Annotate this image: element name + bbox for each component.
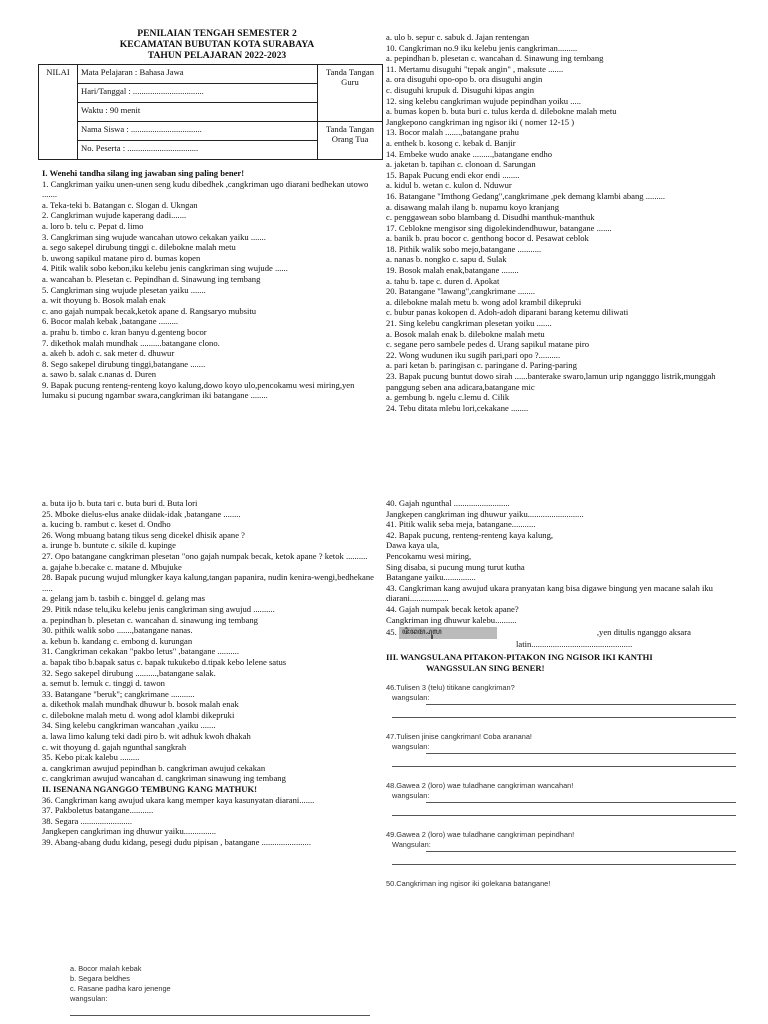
question-line: a. pari ketan b. paringisan c. paringane d. Paring-paring bbox=[386, 360, 577, 371]
question-line: 37. Pakboletus batangane........... bbox=[42, 805, 154, 816]
exam-year: TAHUN PELAJARAN 2022-2023 bbox=[147, 50, 287, 61]
question-line: a. tahu b. tape c. duren d. Apokat bbox=[386, 275, 500, 286]
name-row: Nama Siswa : ................................. bbox=[78, 122, 318, 141]
column-bottom-right bbox=[386, 498, 736, 650]
question-line: 13. Bocor malah .......,batangane prahu bbox=[386, 127, 519, 138]
question-line: 20. Batangane "lawang",cangkrimane ........ bbox=[386, 286, 536, 297]
question-line: 22. Wong wudunen iku sugih pari,pari opo ?.......... bbox=[386, 349, 561, 360]
essay-item bbox=[386, 781, 736, 816]
footer-option-a: a. Bocor malah kebak bbox=[70, 964, 142, 973]
column-top-left bbox=[42, 168, 382, 401]
question-line: 7. dikethok malah mundhak ..........batangane clono. bbox=[42, 337, 220, 348]
question-line: a. bumas kopen b. buta buri c. tulus kerda d. dilebokne malah metu bbox=[386, 106, 617, 117]
essay-item bbox=[386, 732, 736, 767]
subject-row: Mata Pelajaran : Bahasa Jawa bbox=[78, 65, 318, 84]
question-line: 16. Batangane "Imthong Gedang",cangkrimane ,pek demang klambi abang ......... bbox=[386, 190, 666, 201]
question-line: Pencokamu wesi miring, bbox=[386, 550, 472, 561]
question-line: a. cangkriman awujud pepindhan b. cangkriman awujud cekakan bbox=[42, 762, 266, 773]
question-line: 8. Sego sakepel dirubung tinggi,batangane ....... bbox=[42, 358, 206, 369]
question-line: a. ora disuguhi opo-opo b. ora disuguhi angin bbox=[386, 74, 543, 85]
question-line: c. dilebokne malah metu d. wong adol klambi dikepruki bbox=[42, 709, 235, 720]
question-line: b. uwong sapikul matane piro d. bumas kopen bbox=[42, 252, 201, 263]
question-line: 30. pithik walik sobo .......,batangane nanas. bbox=[42, 625, 193, 636]
question-line: 31. Cangkriman cekakan "pakbo letus" ,batangane .......... bbox=[42, 646, 239, 657]
essay-question: 50.Cangkriman ing ngisor iki golekana batangane! bbox=[386, 879, 551, 889]
essay-answer-label: wangsulan: bbox=[392, 791, 430, 801]
footer-answer-line bbox=[70, 1006, 370, 1016]
question-line: 3. Cangkriman sing wujude wancahan utowo cekakan yaiku ....... bbox=[42, 231, 266, 242]
question-line: 39. Abang-abang dudu kidang, pesegi dudu pipisan , batangane ....................... bbox=[42, 837, 311, 847]
question-line: 23. Bapak pucung buntut dowo sirah ......banterake swaro,lamun urip ngangggo listrik,munggah panggung seben ana adicara,batangane mic bbox=[386, 371, 716, 392]
question-line: a. irunge b. buntute c. sikile d. kupinge bbox=[42, 540, 176, 551]
question-line: a. prahu b. timbo c. kran banyu d.genteng bocor bbox=[42, 326, 207, 337]
essay-item bbox=[386, 879, 736, 889]
section-three-title: III. WANGSULANA PITAKON-PITAKON ING NGISOR IKI KANTHI bbox=[386, 652, 653, 662]
question-line: Jangkepono cangkriman ing ngisor iki ( nomer 12-15 ) bbox=[386, 116, 575, 127]
answer-line[interactable] bbox=[392, 806, 736, 816]
question-line: 42. Bapak pucung, renteng-renteng kaya kalung, bbox=[386, 529, 554, 540]
question-line: 25. Mboke dielus-elus anake diidak-idak ,batangane ........ bbox=[42, 508, 241, 519]
question-line: Sing disaba, si pucung mung turut kutha bbox=[386, 561, 525, 572]
question-line: 29. Pitik ndase telu,iku kelebu jenis cangkriman sing awujud .......... bbox=[42, 603, 275, 614]
parent-sign-cell: Tanda Tangan Orang Tua bbox=[318, 122, 383, 160]
question-line: a. pepindhan b. plesetan c. wancahan d. Sinawung ing tembang bbox=[386, 53, 604, 64]
question-line: a. sego sakepel dirubung tinggi c. dilebokne malah metu bbox=[42, 242, 236, 253]
question-line: a. wit thoyung b. Bosok malah enak bbox=[42, 295, 166, 306]
question-line: a. kidul b. wetan c. kulon d. Nduwur bbox=[386, 180, 512, 191]
section-title: II. ISENANA NGANGGO TEMBUNG KANG MATHUK! bbox=[42, 784, 258, 795]
answer-line[interactable] bbox=[392, 708, 736, 718]
footer-notes bbox=[70, 964, 370, 1017]
question-line: a. pepindhan b. plesetan c. wancahan d. sinawung ing tembang bbox=[42, 614, 258, 625]
javanese-script-box: ꦗꦶꦤꦩ꧀ꦥꦸꦭ bbox=[399, 627, 497, 639]
question-line: c. segane pero sambele pedes d. Urang sapikul matane piro bbox=[386, 339, 590, 350]
question-line: a. lawa limo kalung teki dadi piro b. wit adhuk kwoh dhakah bbox=[42, 731, 251, 742]
question-line: 5. Cangkriman sing wujude plesetan yaiku ....... bbox=[42, 284, 206, 295]
question-line: a. dikethok malah mundhak dhuwur b. bosok malah enak bbox=[42, 699, 239, 710]
teacher-sign-cell: Tanda Tangan Guru bbox=[318, 65, 383, 122]
question-line: a. sawo b. salak c.nanas d. Duren bbox=[42, 369, 157, 380]
question-line: Jangkepen cangkriman ing dhuwur yaiku............... bbox=[42, 826, 216, 837]
section-title: I. Wenehi tandha silang ing jawaban sing paling bener! bbox=[42, 168, 245, 178]
section-three bbox=[386, 652, 736, 889]
footer-option-b: b. Segara beldhes bbox=[70, 974, 130, 983]
essay-answer-label: wangsulan: bbox=[392, 693, 430, 703]
question-45-latin: latin............................................... bbox=[516, 639, 633, 650]
question-line: c. ano gajah numpak becak,ketok apane d. Rangsaryo mubsitu bbox=[42, 305, 257, 316]
question-line: a. enthek b. kosong c. kebak d. Banjir bbox=[386, 137, 516, 148]
question-line: 14. Embeke wudo anake .........,batangane endho bbox=[386, 148, 553, 159]
question-line: 4. Pitik walik sobo kebon,iku kelebu jenis cangkriman sing wujude ...... bbox=[42, 263, 288, 274]
question-line: Jangkepen cangkriman ing dhuwur yaiku.......................... bbox=[386, 508, 584, 519]
identity-table bbox=[38, 64, 383, 160]
question-line: Cangkriman ing dhuwur kalebu.......... bbox=[386, 614, 517, 625]
question-line: 40. Gajah ngunthal .......................... bbox=[386, 498, 510, 508]
question-line: 38. Segara ........................ bbox=[42, 815, 132, 826]
question-line: 19. Bosok malah enak,batangane ........ bbox=[386, 265, 519, 276]
question-line: a. buta ijo b. buta tari c. buta buri d. Buta lori bbox=[42, 498, 198, 508]
question-line: 18. Pithik walik sobo mejo,batangane ........... bbox=[386, 243, 542, 254]
column-top-right bbox=[386, 32, 736, 413]
question-line: 11. Mertamu disuguhi "tepak angin" , maksute ....... bbox=[386, 63, 564, 74]
essay-answer-label: wangsulan: bbox=[392, 742, 430, 752]
question-45-text: ,yen ditulis nganggo aksara bbox=[596, 627, 691, 638]
question-line: 44. Gajah numpak becak ketok apane? bbox=[386, 603, 519, 614]
question-45-number: 45. bbox=[386, 627, 399, 638]
question-line: a. nanas b. nongko c. sapu d. Sulak bbox=[386, 254, 507, 265]
question-line: 24. Tebu ditata mlebu lori,cekakane ........ bbox=[386, 402, 529, 413]
question-line: a. loro b. telu c. Pepat d. limo bbox=[42, 220, 144, 231]
question-line: 17. Ceblokne mengisor sing digolekindendhuwur, batangane ....... bbox=[386, 222, 612, 233]
question-line: c. cangkriman awujud wancahan d. cangkriman sinawung ing tembang bbox=[42, 773, 286, 784]
essay-item bbox=[386, 683, 736, 718]
question-line: c. wit thoyung d. gajah ngunthal sangkrah bbox=[42, 741, 187, 752]
section-three-title-cont: WANGSSULAN SING BENER! bbox=[426, 662, 545, 673]
question-line: c. bubur panas kokopen d. Adoh-adoh diparani barang ketemu diliwati bbox=[386, 307, 629, 318]
nilai-cell: NILAI bbox=[39, 65, 78, 160]
question-line: a. gembung b. ngelu c.lemu d. Cilik bbox=[386, 392, 510, 403]
time-row: Waktu : 90 menit bbox=[78, 103, 318, 122]
answer-line[interactable] bbox=[426, 744, 736, 754]
question-line: a. Teka-teki b. Batangan c. Slogan d. Ukngan bbox=[42, 199, 198, 210]
question-line: 21. Sing kelebu cangkriman plesetan yoiku ....... bbox=[386, 318, 552, 329]
essay-list bbox=[386, 683, 736, 889]
question-line: 35. Kebo pi:ak kalebu ......... bbox=[42, 752, 140, 763]
question-line: a. Bosok malah enak b. dilebokne malah metu bbox=[386, 328, 545, 339]
question-line: 12. sing kelebu cangkriman wujude pepindhan yoiku ..... bbox=[386, 95, 581, 106]
essay-question: 49.Gawea 2 (loro) wae tuladhane cangkriman pepindhan! bbox=[386, 830, 575, 840]
exam-region: KECAMATAN BUBUTAN KOTA SURABAYA bbox=[119, 39, 315, 50]
question-line: 34. Sing kelebu cangkriman wancahan ,yaiku ....... bbox=[42, 720, 216, 731]
question-line: a. jaketan b. tapihan c. clonoan d. Sarungan bbox=[386, 159, 536, 170]
footer-option-c: c. Rasane padha karo jenenge bbox=[70, 984, 171, 993]
question-line: 36. Cangkriman kang awujud ukara kang memper kaya kasunyatan diarani....... bbox=[42, 794, 315, 805]
question-line: 10. Cangkriman no.9 iku kelebu jenis cangkriman......... bbox=[386, 42, 578, 53]
essay-question: 46.Tulisen 3 (telu) titikane cangkriman? bbox=[386, 683, 515, 693]
essay-question: 47.Tulisen jinise cangkriman! Coba aranana! bbox=[386, 732, 532, 742]
question-line: 33. Batangane "beruk"; cangkrimane ........... bbox=[42, 688, 195, 699]
participant-row: No. Peserta : ................................. bbox=[78, 141, 318, 160]
column-bottom-left bbox=[42, 498, 382, 848]
question-line: 26. Wong mbuang batang tikus seng dicekel dhisik apane ? bbox=[42, 529, 245, 540]
footer-answer-label: wangsulan: bbox=[70, 994, 108, 1003]
question-45 bbox=[386, 627, 736, 639]
question-line: Batangane yaiku............... bbox=[386, 572, 476, 583]
question-line: 2. Cangkriman wujude kaperang dadi....... bbox=[42, 210, 187, 221]
question-line: a. gelang jam b. tasbih c. binggel d. gelang mas bbox=[42, 593, 206, 604]
question-line: 41. Pitik walik seba meja, batangane........... bbox=[386, 519, 536, 530]
essay-question: 48.Gawea 2 (loro) wae tuladhane cangkriman wancahan! bbox=[386, 781, 574, 791]
question-line: Dawa kaya ula, bbox=[386, 540, 440, 551]
question-line: 27. Opo batangane cangkriman plesetan "ono gajah numpak becak, ketok apane ? ketok .......... bbox=[42, 550, 368, 561]
answer-line[interactable] bbox=[392, 855, 736, 865]
question-line: a. semut b. lemuk c. tinggi d. tawon bbox=[42, 678, 165, 689]
question-line: a. kebun b. kandang c. embong d. kurungan bbox=[42, 635, 193, 646]
answer-line[interactable] bbox=[426, 793, 736, 803]
question-line: a. gajahe b.becake c. matane d. Mbujuke bbox=[42, 561, 182, 572]
question-line: 9. Bapak pucung renteng-renteng koyo kalung,dowo koyo ulo,pencokamu wesi miring,yen lumaku si pucung ngambar swara,cangkriman iki batangane ........ bbox=[42, 379, 355, 401]
answer-line[interactable] bbox=[426, 842, 736, 852]
question-line: 1. Cangkriman yaiku unen-unen seng kudu dibedhek ,cangkriman ugo diarani bedhekan utowo ....... bbox=[42, 178, 369, 200]
question-line: a. ulo b. sepur c. sabuk d. Jajan rentengan bbox=[386, 32, 530, 42]
question-line: a. kucing b. rambut c. keset d. Ondho bbox=[42, 519, 171, 530]
question-line: 15. Bapak Pucung endi ekor endi ........ bbox=[386, 169, 520, 180]
date-row: Hari/Tanggal : ................................. bbox=[78, 84, 318, 103]
question-line: a. akeh b. adoh c. sak meter d. dhuwur bbox=[42, 348, 175, 359]
question-line: a. banik b. prau bocor c. genthong bocor d. Pesawat ceblok bbox=[386, 233, 589, 244]
question-line: c. disuguhi krupuk d. Disuguhi kipas angin bbox=[386, 84, 534, 95]
question-line: 43. Cangkriman kang awujud ukara pranyatan kang bisa digawe bingung yen macane salah iku diarani.................. bbox=[386, 582, 713, 604]
question-line: c. penggawean sobo blambang d. Disudhi manthuk-manthuk bbox=[386, 212, 595, 223]
question-line: a. disawang malah ilang b. nupamu koyo kranjang bbox=[386, 201, 560, 212]
essay-item bbox=[386, 830, 736, 865]
answer-line[interactable] bbox=[392, 757, 736, 767]
question-line: a. wancahan b. Plesetan c. Pepindhan d. Sinawung ing tembang bbox=[42, 273, 261, 284]
question-line: a. bapak tibo b.bapak satus c. bapak tukukebo d.tipak kebo lelene satus bbox=[42, 656, 287, 667]
essay-answer-label: Wangsulan: bbox=[392, 840, 431, 850]
question-line: 32. Sego sakepel dirubung ..........,batangane salak. bbox=[42, 667, 216, 678]
exam-header bbox=[52, 28, 382, 61]
question-line: 6. Bocor malah kebak ,batangane ......... bbox=[42, 316, 179, 327]
answer-line[interactable] bbox=[426, 695, 736, 705]
question-line: a. dilebokne malah metu b. wong adol krambil dikepruki bbox=[386, 296, 582, 307]
exam-title: PENILAIAN TENGAH SEMESTER 2 bbox=[137, 28, 297, 39]
question-line: 28. Bapak pucung wujud mlungker kaya kalung,tangan papanira, nudin kenira-wengi,bedhekane ..... bbox=[42, 572, 374, 593]
